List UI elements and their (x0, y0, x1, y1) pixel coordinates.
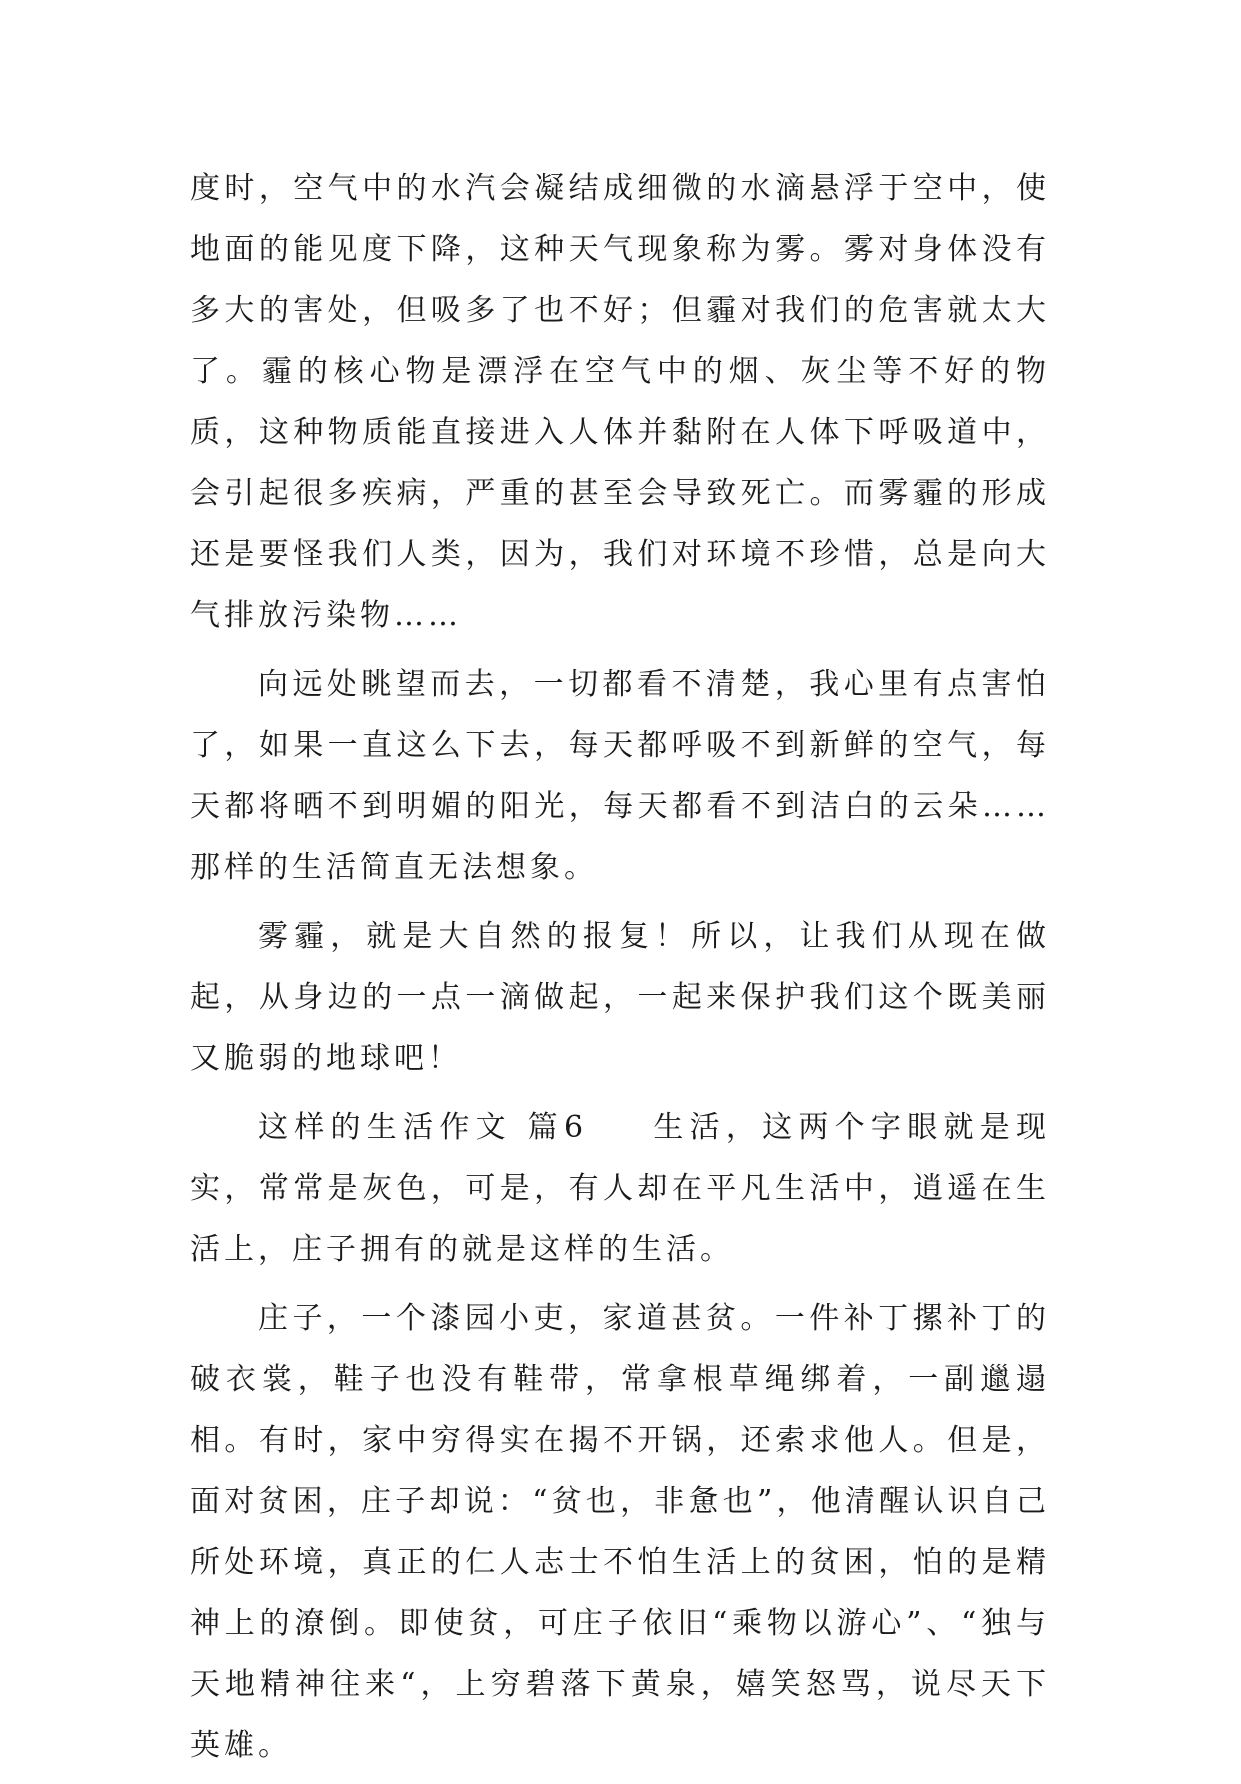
paragraph-with-heading (190, 1097, 1050, 1280)
document-body (190, 158, 1050, 1784)
paragraph-text: 生活，这两个字眼就是现实，常常是灰色，可是，有人却在平凡生活中，逍遥在生活上，庄子拥有的就是这样的生活。 (190, 1110, 1051, 1267)
paragraph: 雾霾，就是大自然的报复！所以，让我们从现在做起，从身边的一点一滴做起，一起来保护我们这个既美丽又脆弱的地球吧！ (190, 919, 1050, 1076)
section-heading: 这样的生活作文 篇6 (258, 1110, 588, 1145)
paragraph-continued: 度时，空气中的水汽会凝结成细微的水滴悬浮于空中，使地面的能见度下降，这种天气现象称为雾。雾对身体没有多大的害处，但吸多了也不好；但霾对我们的危害就太大了。霾的核心物是漂浮在空气中的烟、灰尘等不好的物质，这种物质能直接进入人体并黏附在人体下呼吸道中，会引起很多疾病，严重的甚至会导致死亡。而雾霾的形成还是要怪我们人类，因为，我们对环境不珍惜，总是向大气排放污染物…… (190, 171, 1050, 633)
paragraph: 庄子，一个漆园小吏，家道甚贫。一件补丁摞补丁的破衣裳，鞋子也没有鞋带，常拿根草绳绑着，一副邋遢相。有时，家中穷得实在揭不开锅，还索求他人。但是，面对贫困，庄子却说：“贫也，非惫也”，他清醒认识自己所处环境，真正的仁人志士不怕生活上的贫困，怕的是精神上的潦倒。即使贫，可庄子依旧“乘物以游心”、“独与天地精神往来“，上穷碧落下黄泉，嬉笑怒骂，说尽天下英雄。 (190, 1301, 1050, 1763)
paragraph: 向远处眺望而去，一切都看不清楚，我心里有点害怕了，如果一直这么下去，每天都呼吸不到新鲜的空气，每天都将晒不到明媚的阳光，每天都看不到洁白的云朵……那样的生活简直无法想象。 (190, 667, 1050, 885)
